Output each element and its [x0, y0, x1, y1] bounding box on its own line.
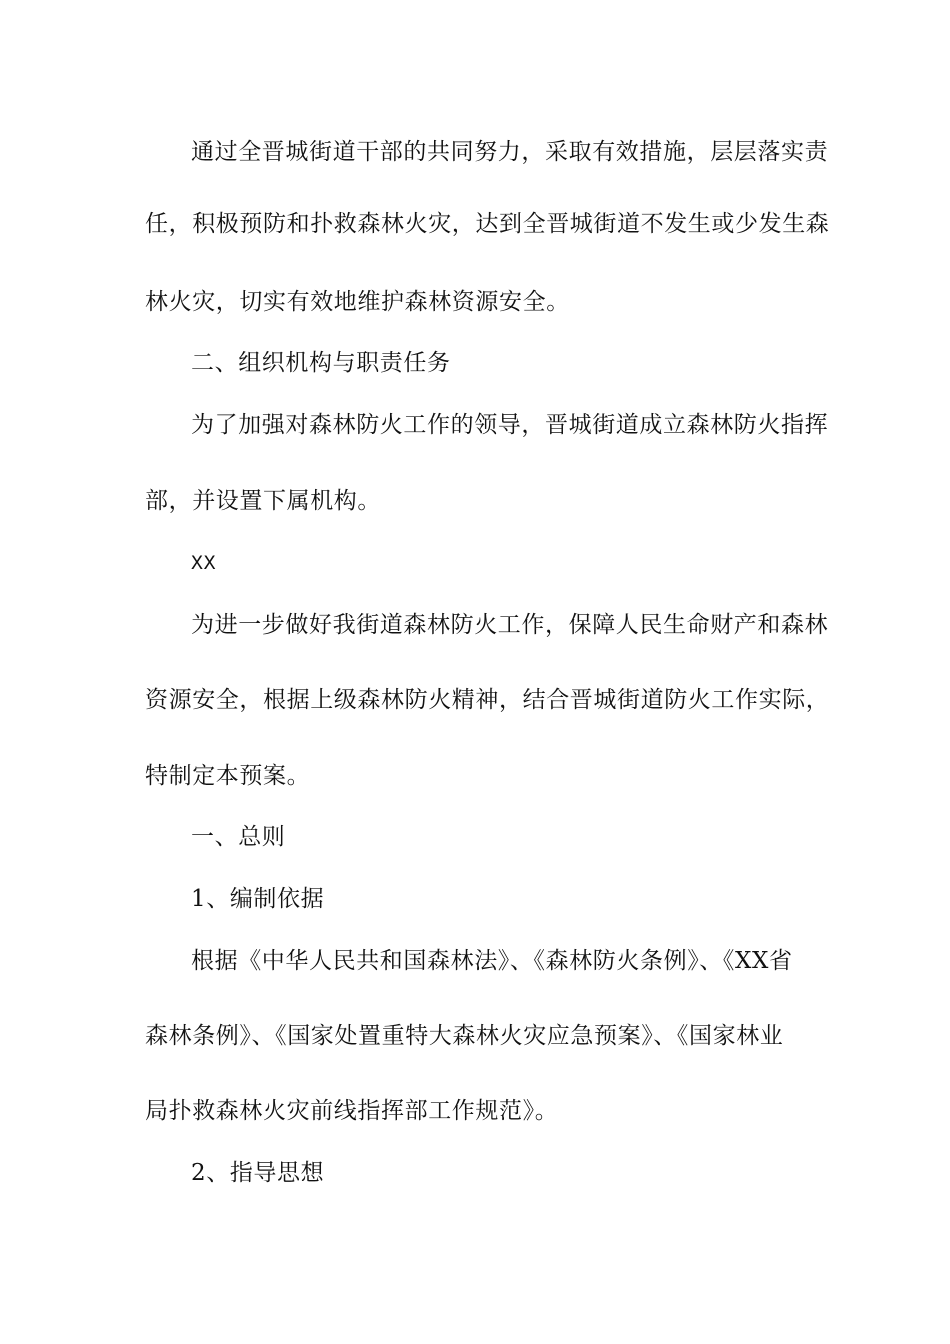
paragraph-line-6: 部，并设置下属机构。: [145, 488, 381, 514]
paragraph-line-3: 林火灾，切实有效地维护森林资源安全。: [145, 289, 570, 315]
paragraph-line-8: 为进一步做好我街道森林防火工作，保障人民生命财产和森林: [191, 612, 829, 638]
section-heading-org: 二、组织机构与职责任务: [191, 350, 451, 376]
placeholder-text: XX: [191, 553, 217, 576]
paragraph-line-13: 根据《中华人民共和国森林法》、《森林防火条例》、《XX省: [191, 948, 793, 974]
subheading-basis: 1、编制依据: [191, 886, 325, 912]
paragraph-line-1: 通过全晋城街道干部的共同努力，采取有效措施，层层落实责: [191, 139, 829, 165]
paragraph-line-14: 森林条例》、《国家处置重特大森林火灾应急预案》、《国家林业: [145, 1023, 784, 1049]
paragraph-line-2: 任，积极预防和扑救森林火灾，达到全晋城街道不发生或少发生森: [145, 211, 830, 237]
section-heading-general: 一、总则: [191, 824, 286, 850]
paragraph-line-9: 资源安全，根据上级森林防火精神，结合晋城街道防火工作实际，: [145, 687, 830, 713]
paragraph-line-15: 局扑救森林火灾前线指挥部工作规范》。: [145, 1098, 559, 1124]
paragraph-line-10: 特制定本预案。: [145, 763, 311, 789]
paragraph-line-5: 为了加强对森林防火工作的领导，晋城街道成立森林防火指挥: [191, 412, 829, 438]
subheading-guiding-ideology: 2、指导思想: [191, 1160, 325, 1186]
